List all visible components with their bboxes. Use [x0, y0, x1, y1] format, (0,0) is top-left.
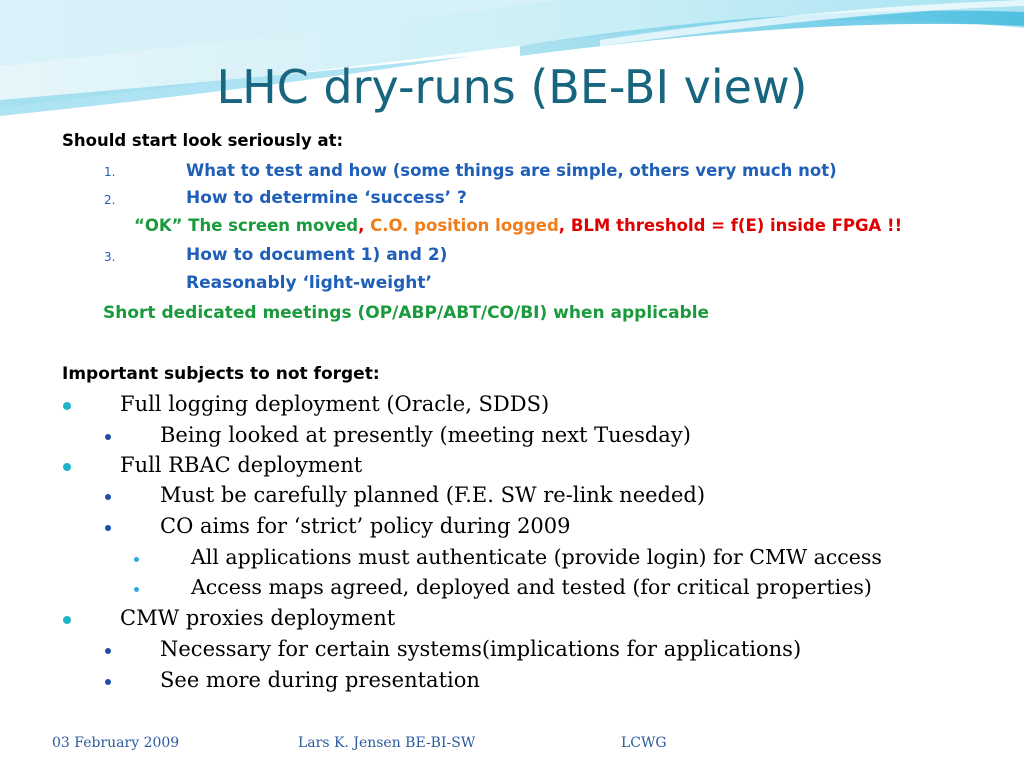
bullet-item: Must be carefully planned (F.E. SW re-link needed)	[160, 483, 706, 507]
item-number: 3.	[104, 250, 116, 264]
footer-author: Lars K. Jensen BE-BI-SW	[298, 735, 476, 751]
bullet-dot-icon	[63, 402, 71, 410]
section1-heading: Should start look seriously at:	[62, 131, 344, 150]
bullet-item: Full logging deployment (Oracle, SDDS)	[120, 392, 550, 416]
footer-event: LCWG	[621, 735, 667, 751]
lightweight-note: Reasonably ‘light-weight’	[186, 273, 432, 293]
item-number: 1.	[104, 165, 116, 179]
ok-line-part1: “OK” The screen moved	[134, 216, 359, 235]
bullet-dot-icon	[105, 648, 111, 654]
ok-line-comma2: ,	[558, 216, 566, 235]
bullet-dot-icon	[134, 557, 139, 562]
item-number: 2.	[104, 193, 116, 207]
bullet-dot-icon	[105, 434, 111, 440]
list-item: How to document 1) and 2)	[186, 245, 448, 265]
slide-title: LHC dry-runs (BE-BI view)	[216, 60, 808, 114]
bullet-item: CMW proxies deployment	[120, 606, 396, 630]
bullet-dot-icon	[63, 616, 71, 624]
bullet-item: CO aims for ‘strict’ policy during 2009	[160, 514, 571, 538]
meetings-note: Short dedicated meetings (OP/ABP/ABT/CO/BI) when applicable	[103, 303, 710, 323]
ok-line-comma1: ,	[358, 216, 365, 235]
footer-date: 03 February 2009	[52, 735, 180, 751]
bullet-dot-icon	[134, 587, 139, 592]
list-item: How to determine ‘success’ ?	[186, 188, 467, 208]
bullet-item: Necessary for certain systems(implications for applications)	[160, 637, 802, 661]
bullet-dot-icon	[105, 525, 111, 531]
bullet-item: Access maps agreed, deployed and tested (for critical properties)	[191, 575, 872, 599]
ok-line	[134, 216, 902, 235]
ok-line-part3: BLM threshold = f(E) inside FPGA !!	[565, 216, 903, 235]
bullet-dot-icon	[105, 494, 111, 500]
bullet-item: Full RBAC deployment	[120, 453, 363, 477]
ok-line-part2: C.O. position logged	[364, 216, 559, 235]
bullet-item: Being looked at presently (meeting next Tuesday)	[160, 423, 691, 447]
list-item: What to test and how (some things are simple, others very much not)	[186, 161, 837, 180]
bullet-dot-icon	[105, 679, 111, 685]
bullet-item: All applications must authenticate (provide login) for CMW access	[191, 545, 882, 569]
bullet-dot-icon	[63, 463, 71, 471]
bullet-item: See more during presentation	[160, 668, 480, 692]
section2-heading: Important subjects to not forget:	[62, 364, 380, 384]
